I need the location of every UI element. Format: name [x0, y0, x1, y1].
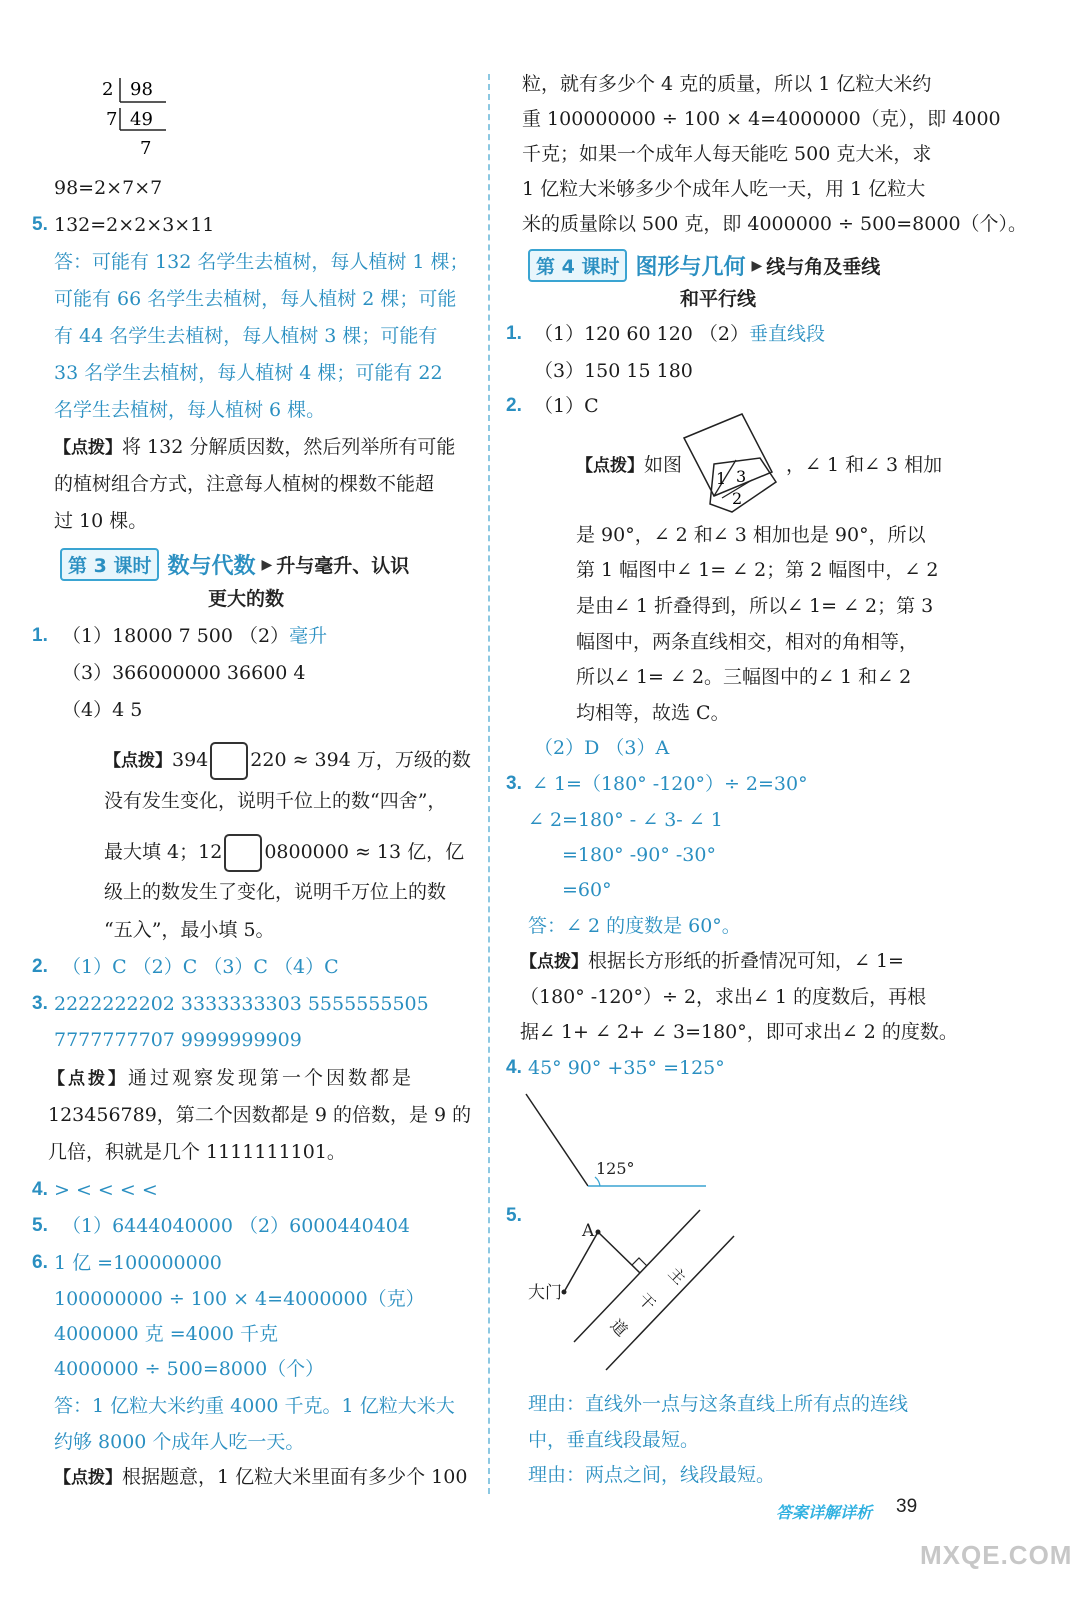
answer-line: （3）150 15 180: [534, 360, 693, 382]
tip-text: 根据题意，1 亿粒大米里面有多少个 100: [122, 1466, 468, 1488]
tip-line: 幅图中，两条直线相交，相对的角相等，: [576, 631, 919, 653]
tip-cont-line: 粒，就有多少个 4 克的质量，所以 1 亿粒大米约: [522, 73, 932, 95]
lesson-4-heading: [528, 249, 880, 282]
tip-text: 根据长方形纸的折叠情况可知，∠ 1=: [588, 950, 904, 972]
tip-cont-line: 米的质量除以 500 克，即 4000000 ÷ 500=8000（个）。: [522, 213, 1028, 235]
point-a-label: A: [582, 1221, 595, 1241]
answer-line: 答：1 亿粒大米约重 4000 千克。1 亿粒大米大: [54, 1395, 455, 1417]
answer-line: [534, 322, 825, 346]
answer-line: ∠ 1=（180° -120°）÷ 2=30°: [532, 773, 808, 795]
tip-tag: 【点拨】: [104, 751, 172, 771]
answer-line: 1 亿 =100000000: [54, 1252, 222, 1274]
tip-line: [54, 435, 455, 460]
tip-line: 是由∠ 1 折叠得到，所以∠ 1= ∠ 2；第 3: [576, 595, 934, 617]
tip-line: [576, 453, 682, 478]
answer-line: =60°: [562, 879, 612, 901]
factorization-98: 98=2×7×7: [54, 177, 163, 199]
tip-text: 将 132 分解质因数，然后列举所有可能: [122, 436, 456, 458]
answer-line: 约够 8000 个成年人吃一天。: [54, 1431, 305, 1453]
figure-angle-1: 1: [716, 469, 727, 488]
road-label: 主: [664, 1263, 690, 1289]
road-label: 干: [634, 1289, 660, 1315]
lesson-title-cont: 更大的数: [208, 588, 285, 610]
tip-cont-line: 重 100000000 ÷ 100 × 4=4000000（克），即 4000: [522, 108, 1001, 130]
tip-text: 394: [172, 749, 209, 771]
answer-line: （3）366000000 36600 4: [62, 662, 306, 684]
tip-line: [520, 949, 904, 974]
tip-line: （180° -120°）÷ 2，求出∠ 1 的度数后，再根: [520, 986, 927, 1008]
question-number: 6.: [32, 1252, 48, 1273]
division-number-2: 49: [130, 109, 153, 130]
lesson-tag: 第 3 课时: [60, 548, 159, 581]
question-number: 4.: [506, 1057, 522, 1078]
tip-text: 如图: [644, 454, 683, 476]
answer-line: ∠ 2=180° - ∠ 3- ∠ 1: [528, 809, 723, 831]
answer-line: （1）6444040000 （2）6000440404: [62, 1215, 410, 1237]
road-map-figure: [522, 1200, 752, 1380]
question-number: 5.: [506, 1205, 522, 1226]
play-arrow-icon: ▶: [751, 257, 763, 274]
question-number: 1.: [506, 323, 522, 344]
tip-text: 0800000 ≈ 13 亿，亿: [264, 841, 465, 863]
tip-line: 的植树组合方式，注意每人植树的棵数不能超: [54, 473, 435, 495]
tip-tag: 【点拨】: [520, 952, 588, 972]
angle-figure: [518, 1090, 718, 1200]
play-arrow-icon: ▶: [261, 556, 273, 573]
answer-line: 7777777707 9999999909: [54, 1029, 302, 1051]
lesson-title: 升与毫升、认识: [276, 555, 410, 577]
tip-line: ，∠ 1 和∠ 3 相加: [786, 454, 943, 476]
answer-line: 4000000 克 =4000 千克: [54, 1323, 279, 1345]
page-number: 39: [896, 1496, 918, 1517]
question-number: 3.: [32, 993, 48, 1014]
tip-line: 过 10 棵。: [54, 510, 148, 532]
question-number: 2.: [32, 956, 48, 977]
watermark: MXQE.COM: [920, 1540, 1072, 1570]
tip-line: [104, 834, 464, 872]
tip-tag: 【点拨】: [576, 456, 644, 476]
lesson-topic: 图形与几何: [635, 255, 746, 280]
answer-highlight: 垂直线段: [749, 323, 826, 345]
division-divisor-2: 7: [106, 109, 118, 130]
tip-line: [54, 1465, 467, 1490]
answer-line: 100000000 ÷ 100 × 4=4000000（克）: [54, 1288, 425, 1310]
figure-angle-2: 2: [732, 489, 743, 508]
division-quotient: 7: [140, 138, 152, 159]
tip-line: 几倍，积就是几个 1111111101。: [48, 1141, 346, 1163]
division-divisor-1: 2: [102, 79, 114, 100]
blank-box: [210, 742, 248, 780]
folded-paper-figure: [682, 412, 782, 520]
division-number-1: 98: [130, 79, 153, 100]
answer-text: （1）120 60 120 （2）: [534, 323, 750, 345]
tip-text: 最大填 4；12: [104, 841, 223, 863]
lesson-3-heading: [60, 548, 409, 581]
answer-line: 答：∠ 2 的度数是 60°。: [528, 915, 741, 937]
answer-text: （1）18000 7 500 （2）: [62, 625, 290, 647]
answer-line: 理由：直线外一点与这条直线上所有点的连线: [528, 1393, 909, 1415]
answer-highlight: 毫升: [289, 625, 328, 647]
tip-tag: 【点拨】: [54, 1468, 122, 1488]
answer-line: 45° 90° +35° =125°: [528, 1057, 725, 1079]
tip-line: 没有发生变化，说明千位上的数“四舍”，: [104, 790, 447, 812]
lesson-title-cont: 和平行线: [680, 288, 757, 310]
answer-line: （2）D （3）A: [534, 737, 670, 759]
tip-tag: 【点拨】: [54, 438, 122, 458]
tip-text: 通过观察发现第一个因数都是: [128, 1067, 415, 1089]
blank-box: [224, 834, 262, 872]
gate-label: 大门: [528, 1283, 562, 1303]
answer-line: [62, 624, 327, 648]
tip-cont-line: 1 亿粒大米够多少个成年人吃一天，用 1 亿粒大: [522, 178, 926, 200]
question-number: 5.: [32, 1215, 48, 1236]
tip-line: “五入”，最小填 5。: [104, 919, 275, 941]
tip-line: 123456789，第二个因数都是 9 的倍数，是 9 的: [48, 1104, 472, 1126]
answer-line: =180° -90° -30°: [562, 844, 716, 866]
tip-line: 均相等，故选 C。: [576, 702, 730, 724]
answer-line: （1）C （2）C （3）C （4）C: [62, 956, 339, 978]
answer-line: 理由：两点之间，线段最短。: [528, 1464, 776, 1486]
lesson-title: 线与角及垂线: [766, 256, 881, 278]
question-number: 5.: [32, 214, 48, 235]
answer-line: 答：可能有 132 名学生去植树，每人植树 1 棵；: [54, 251, 469, 273]
answer-line: 33 名学生去植树，每人植树 4 棵；可能有 22: [54, 362, 443, 384]
answer-line: 可能有 66 名学生去植树，每人植树 2 棵；可能: [54, 288, 457, 310]
answer-line: 有 44 名学生去植树，每人植树 3 棵；可能有: [54, 325, 438, 347]
short-division-figure: [96, 74, 176, 164]
answer-line: > < < < <: [54, 1179, 158, 1201]
column-divider: [488, 74, 490, 1494]
factorization-132: 132=2×2×3×11: [54, 214, 215, 236]
tip-line: 第 1 幅图中∠ 1= ∠ 2；第 2 幅图中，∠ 2: [576, 559, 939, 581]
question-number: 4.: [32, 1179, 48, 1200]
footer-label: 答案详解详析: [776, 1503, 873, 1522]
answer-line: （1）C: [534, 395, 599, 417]
tip-line: 据∠ 1+ ∠ 2+ ∠ 3=180°，即可求出∠ 2 的度数。: [520, 1021, 958, 1043]
answer-line: 2222222202 3333333303 5555555505: [54, 993, 429, 1015]
tip-line: 所以∠ 1= ∠ 2。三幅图中的∠ 1 和∠ 2: [576, 666, 912, 688]
angle-label: 125°: [596, 1159, 635, 1178]
tip-tag: 【点拨】: [48, 1069, 128, 1089]
question-number: 1.: [32, 625, 48, 646]
tip-line: 级上的数发生了变化，说明千万位上的数: [104, 881, 447, 903]
question-number: 2.: [506, 395, 522, 416]
answer-line: 4000000 ÷ 500=8000（个）: [54, 1358, 325, 1380]
road-label: 道: [606, 1315, 632, 1341]
figure-angle-3: 3: [736, 467, 747, 486]
question-number: 3.: [506, 773, 522, 794]
answer-line: （4）4 5: [62, 699, 143, 721]
answer-line: 中，垂直线段最短。: [528, 1429, 700, 1451]
lesson-tag: 第 4 课时: [528, 249, 627, 282]
answer-line: 名学生去植树，每人植树 6 棵。: [54, 399, 326, 421]
tip-text: 220 ≈ 394 万，万级的数: [250, 749, 471, 771]
tip-line: [48, 1066, 414, 1091]
tip-line: [104, 742, 471, 780]
lesson-topic: 数与代数: [167, 554, 256, 579]
tip-line: 是 90°，∠ 2 和∠ 3 相加也是 90°，所以: [576, 524, 926, 546]
tip-cont-line: 千克；如果一个成年人每天能吃 500 克大米，求: [522, 143, 932, 165]
